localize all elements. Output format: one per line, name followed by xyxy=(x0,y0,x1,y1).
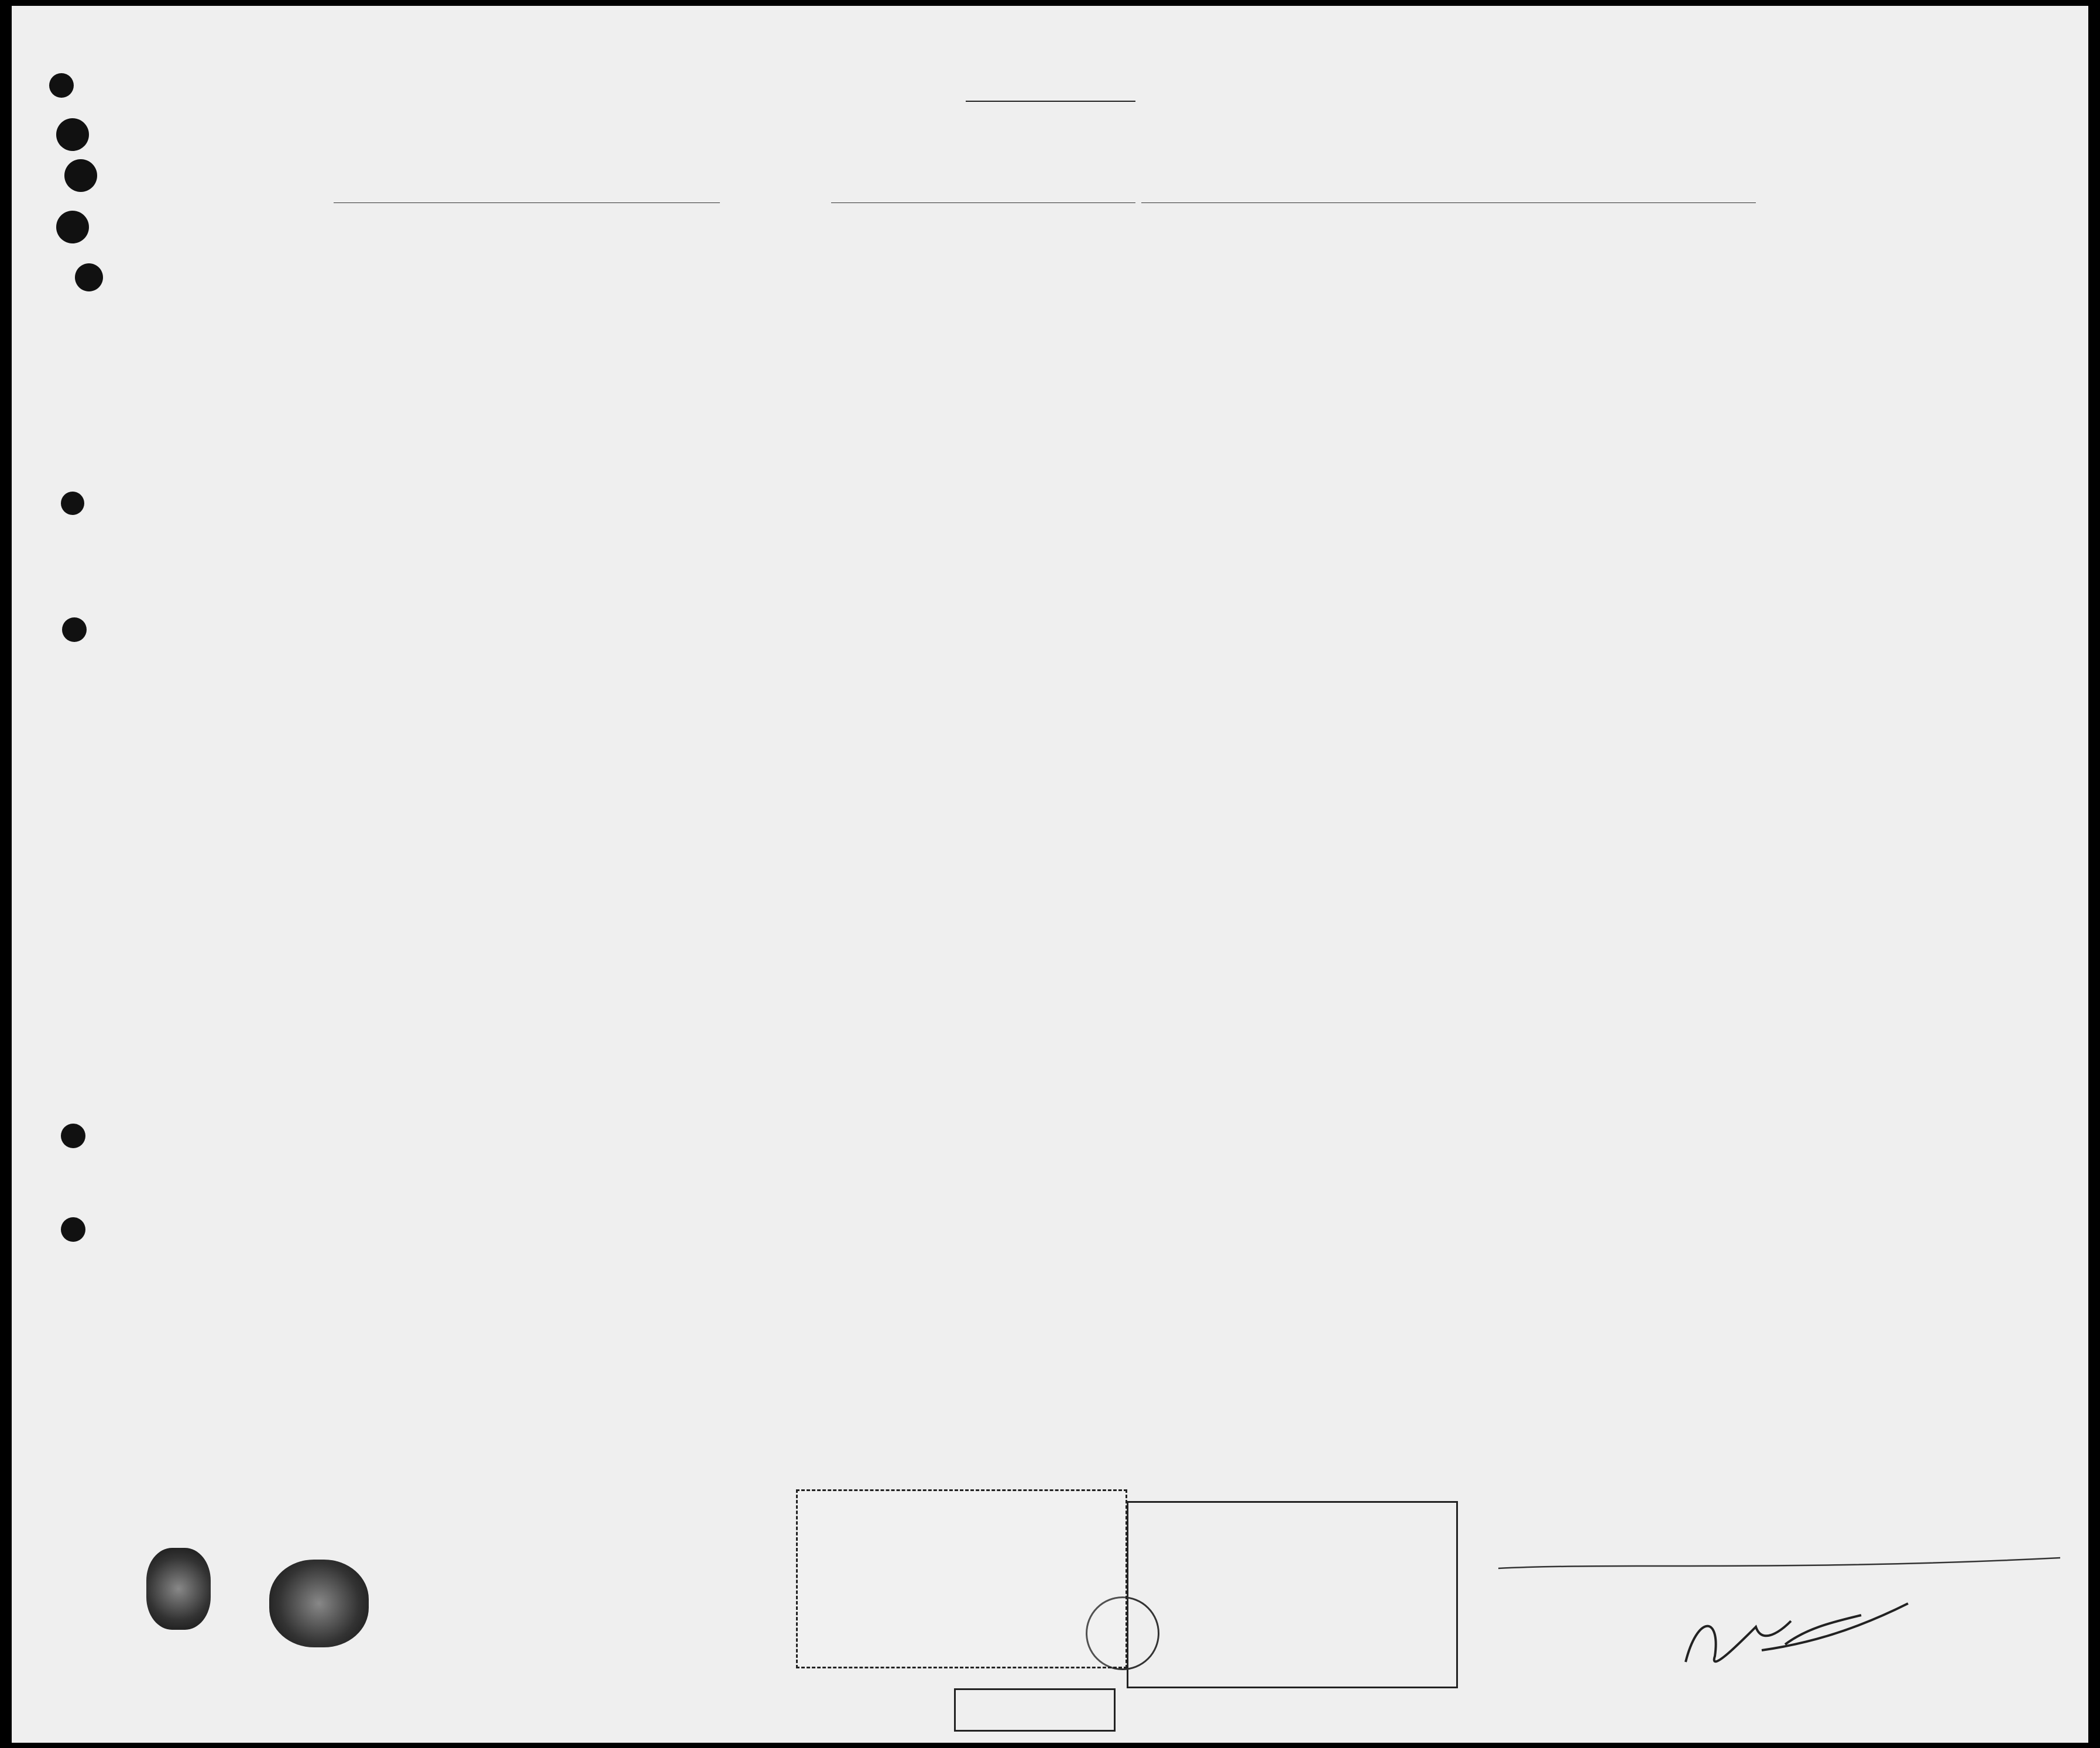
from-fill-line xyxy=(831,202,1135,203)
punch-hole xyxy=(62,617,87,642)
embossed-seal xyxy=(269,1560,369,1647)
punch-hole xyxy=(61,1217,85,1242)
manifest-sheet xyxy=(12,6,2088,1743)
punch-hole xyxy=(56,211,89,243)
vessel-fill-line xyxy=(334,202,720,203)
punch-hole xyxy=(61,1124,85,1148)
punch-hole xyxy=(56,118,89,151)
punch-hole xyxy=(75,263,103,291)
punch-hole xyxy=(49,73,74,98)
arriving-fill-line xyxy=(1141,202,1756,203)
stamp-box xyxy=(796,1489,1127,1668)
fee-stamp xyxy=(954,1688,1116,1732)
title-underline xyxy=(966,101,1135,102)
punch-hole xyxy=(61,492,84,515)
punch-hole xyxy=(64,159,97,192)
consulate-stamp xyxy=(1127,1501,1458,1688)
signature-underline xyxy=(1498,1545,2060,1580)
inspector-signature xyxy=(1674,1592,1920,1680)
sheet-number xyxy=(1820,67,1838,84)
embossed-seal xyxy=(146,1548,211,1630)
